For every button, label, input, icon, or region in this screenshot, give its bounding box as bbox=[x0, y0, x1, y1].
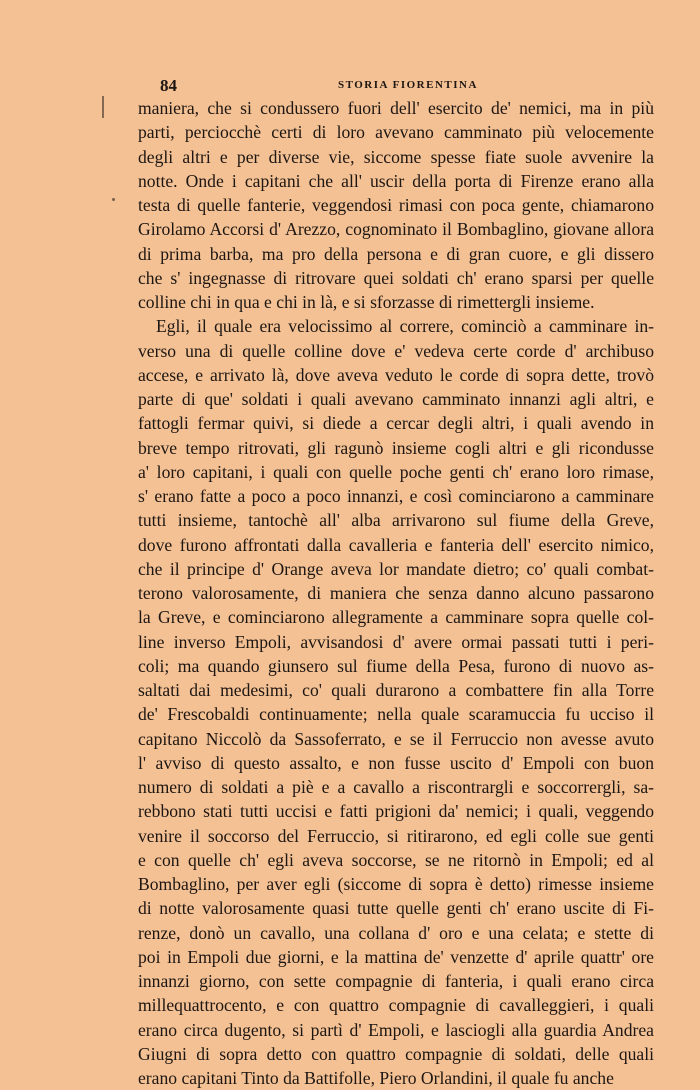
text-line: Egli, il quale era velocissimo al correre, cominciò a camminare in- bbox=[156, 316, 654, 337]
text-line: che s' ingegnasse di ritrovare quei soldati ch' erano sparsi per quelle bbox=[138, 267, 654, 288]
text-line: dove furono affrontati dalla cavalleria e fanteria dell' esercito nimico, bbox=[138, 534, 654, 555]
text-line: maniera, che si condussero fuori dell' esercito de' nemici, ma in più bbox=[138, 98, 654, 118]
text-line: degli altri e per diverse vie, siccome spesse fiate suole avvenire la bbox=[138, 146, 654, 167]
text-line: rebbono stati tutti uccisi e fatti prigioni da' nemici; i quali, veggendo bbox=[138, 801, 654, 822]
text-line: parte di que' soldati i quali avevano camminato innanzi agli altri, e bbox=[138, 389, 654, 409]
text-line: accese, e arrivato là, dove aveva veduto le corde di sopra dette, trovò bbox=[138, 364, 654, 385]
running-title: STORIA FIORENTINA bbox=[338, 79, 478, 91]
text-line: venire il soccorso del Ferruccio, si ritirarono, ed egli colle sue genti bbox=[138, 825, 654, 846]
text-line: notte. Onde i capitani che all' uscir della porta di Firenze erano alla bbox=[138, 170, 654, 191]
text-line: s' erano fatte a poco a poco innanzi, e così cominciarono a camminare bbox=[138, 486, 654, 506]
text-line: Girolamo Accorsi d' Arezzo, cognominato il Bombaglino, giovane allora bbox=[138, 219, 654, 240]
page-header bbox=[0, 76, 700, 96]
text-line: tutti insieme, tantochè all' alba arrivarono sul fiume della Greve, bbox=[138, 510, 654, 531]
text-line: capitano Niccolò da Sassoferrato, e se il Ferruccio non avesse avuto bbox=[138, 728, 654, 749]
text-line: line inverso Empoli, avvisandosi d' avere ormai passati tutti i peri- bbox=[138, 631, 654, 652]
text-line: Giugni di sopra detto con quattro compagnie di soldati, delle quali bbox=[138, 1043, 654, 1064]
text-line: de' Frescobaldi continuamente; nella quale scaramuccia fu ucciso il bbox=[138, 704, 654, 725]
text-line: coli; ma quando giunsero sul fiume della Pesa, furono di nuovo as- bbox=[138, 655, 654, 676]
text-line: fattogli fermar quivi, si diede a cercar degli altri, i quali avendo in bbox=[138, 413, 654, 434]
text-line: breve tempo ritrovati, gli ragunò insieme cogli altri e gli ricondusse bbox=[138, 437, 654, 458]
text-line: la Greve, e cominciarono allegramente a camminare sopra quelle col- bbox=[138, 607, 654, 628]
paragraph bbox=[138, 96, 654, 314]
text-line: testa di quelle fanterie, veggendosi rimasi con poca gente, chiamarono bbox=[138, 195, 654, 215]
text-line: colline chi in qua e chi in là, e si sforzasse di rimettergli insieme. bbox=[138, 292, 595, 312]
margin-mark bbox=[102, 96, 104, 118]
text-line: numero di soldati a piè e a cavallo a riscontrargli e soccorrergli, sa- bbox=[138, 777, 654, 797]
text-line: di prima barba, ma pro della persona e di gran cuore, e gli dissero bbox=[138, 243, 654, 264]
margin-dot bbox=[112, 198, 115, 201]
text-line: l' avviso di questo assalto, e non fusse uscito d' Empoli con buon bbox=[138, 752, 654, 773]
text-line: Bombaglino, per aver egli (siccome di sopra è detto) rimesse insieme bbox=[138, 874, 654, 894]
text-line: a' loro capitani, i quali con quelle poche genti ch' erano loro rimase, bbox=[138, 461, 654, 482]
body-text bbox=[138, 96, 654, 1090]
paragraph bbox=[138, 314, 654, 1090]
text-line: millequattrocento, e con quattro compagnie di cavalleggieri, i quali bbox=[138, 995, 654, 1016]
text-line: poi in Empoli due giorni, e la mattina de' venzette d' aprile quattr' ore bbox=[138, 946, 654, 967]
text-line: renze, donò un cavallo, una collana d' oro e una celata; e stette di bbox=[138, 922, 654, 943]
text-line: verso una di quelle colline dove e' vedeva certe corde d' archibuso bbox=[138, 340, 654, 361]
text-line: terono valorosamente, di maniera che senza danno alcuno passarono bbox=[138, 583, 654, 603]
text-line: e con quelle ch' egli aveva soccorse, se ne ritornò in Empoli; ed al bbox=[138, 849, 654, 870]
text-line: che il principe d' Orange aveva lor mandate dietro; co' quali combat- bbox=[138, 558, 654, 579]
text-line: di notte valorosamente quasi tutte quelle genti ch' erano uscite di Fi- bbox=[138, 898, 654, 919]
text-line: erano capitani Tinto da Battifolle, Piero Orlandini, il quale fu anche bbox=[138, 1068, 614, 1088]
text-line: saltati dai medesimi, co' quali durarono a combattere fin alla Torre bbox=[138, 680, 654, 700]
text-line: parti, perciocchè certi di loro avevano camminato più velocemente bbox=[138, 122, 654, 143]
text-line: erano circa dugento, si partì d' Empoli, e lasciogli alla guardia Andrea bbox=[138, 1019, 654, 1040]
page-number: 84 bbox=[160, 76, 177, 95]
text-line: innanzi giorno, con sette compagnie di fanteria, i quali erano circa bbox=[138, 971, 654, 991]
